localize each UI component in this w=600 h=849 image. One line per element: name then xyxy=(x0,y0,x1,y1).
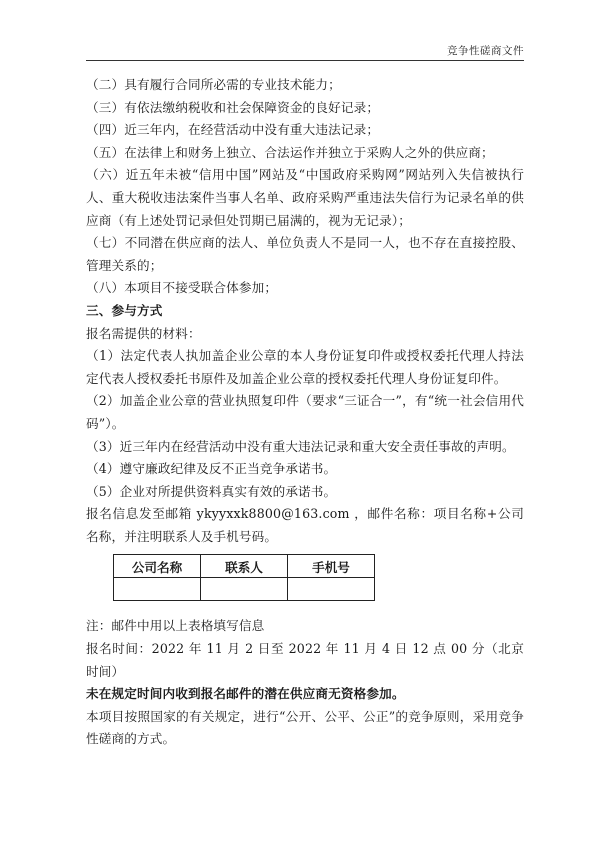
materials-intro: 报名需提供的材料： xyxy=(86,325,201,341)
material-item: （2）加盖企业公章的营业执照复印件（要求“三证合一”，有“统一社会信用代码”）。 xyxy=(86,393,524,431)
material-item: （4）遵守廉政纪律及反不正当竞争承诺书。 xyxy=(86,461,337,477)
material-item: （3）近三年内在经营活动中没有重大违法记录和重大安全责任事故的声明。 xyxy=(86,438,515,454)
procurement-principle: 本项目按照国家的有关规定，进行“公开、公平、公正”的竞争原则，采用竞争性磋商的方式。 xyxy=(86,708,524,747)
contact-info-table xyxy=(113,554,375,601)
table-cell xyxy=(114,578,201,601)
email-instructions: 报名信息发至邮箱 ykyyxxk8800@163.com ，邮件名称：项目名称+公司名称，并注明联系人及手机号码。 xyxy=(86,506,524,544)
qualification-item: （四）近三年内，在经营活动中没有重大违法记录； xyxy=(86,122,380,138)
table-cell xyxy=(288,578,375,601)
qualification-item: （七）不同潜在供应商的法人、单位负责人不是同一人，也不存在直接控股、管理关系的； xyxy=(86,235,524,273)
document-header-title: 竞争性磋商文件 xyxy=(447,45,524,57)
column-header-contact: 联系人 xyxy=(201,555,288,578)
header-divider xyxy=(86,60,524,61)
qualification-item: （五）在法律上和财务上独立、合法运作并独立于采购人之外的供应商； xyxy=(86,144,494,160)
registration-time: 报名时间：2022 年 11 月 2 日至 2022 年 11 月 4 日 12 点 00 分（北京时间） xyxy=(86,641,524,679)
table-row xyxy=(114,578,375,601)
qualification-item: （三）有依法缴纳税收和社会保障资金的良好记录； xyxy=(86,99,380,115)
table-header-row xyxy=(114,555,375,578)
column-header-company: 公司名称 xyxy=(114,555,201,578)
document-body xyxy=(86,74,524,751)
late-registration-warning: 未在规定时间内收到报名邮件的潜在供应商无资格参加。 xyxy=(86,686,405,702)
material-item: （5）企业对所提供资料真实有效的承诺书。 xyxy=(86,483,337,499)
qualification-item: （八）本项目不接受联合体参加； xyxy=(86,280,278,296)
qualification-item: （二）具有履行合同所必需的专业技术能力； xyxy=(86,77,341,92)
table-cell xyxy=(201,578,288,601)
column-header-phone: 手机号 xyxy=(288,555,375,578)
table-note: 注：邮件中用以上表格填写信息 xyxy=(86,618,265,634)
qualification-item: （六）近五年未被“信用中国”网站及“中国政府采购网”网站列入失信被执行人、重大税收违法案件当事人名单、政府采购严重违法失信行为记录名单的供应商（有上述处罚记录但处罚期已届满的，视为无记录）； xyxy=(86,167,524,228)
section-heading: 三、参与方式 xyxy=(86,302,163,318)
material-item: （1）法定代表人执加盖企业公章的本人身份证复印件或授权委托代理人持法定代表人授权委托书原件及加盖企业公章的授权委托代理人身份证复印件。 xyxy=(86,348,524,386)
